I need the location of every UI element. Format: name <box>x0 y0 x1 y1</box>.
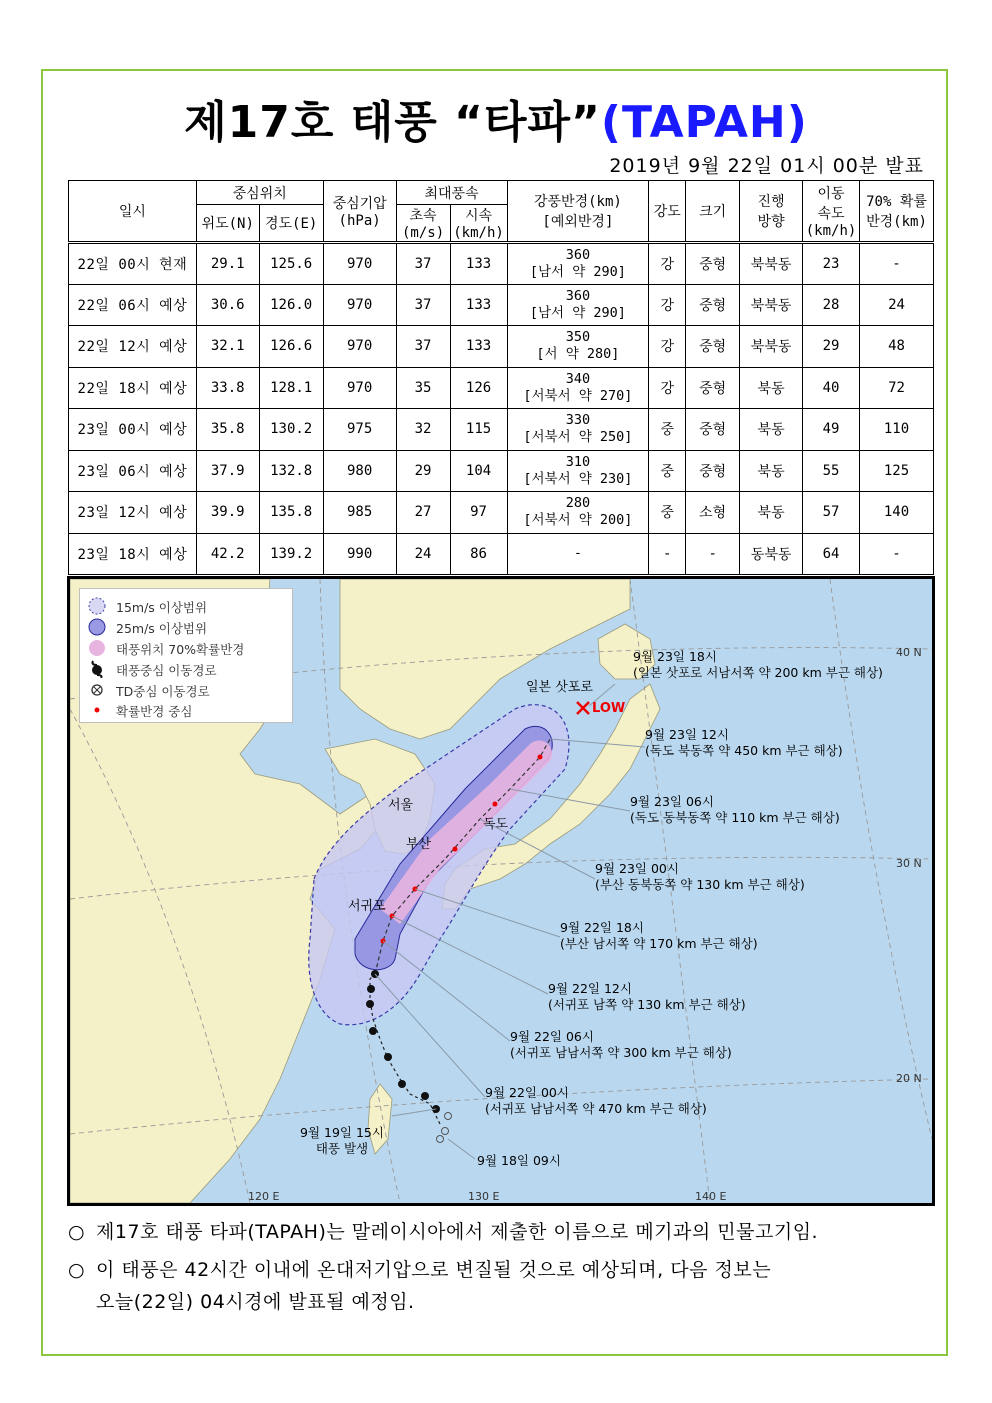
lon-label: 120 E <box>248 1190 280 1203</box>
lat-label: 30 N <box>896 857 922 870</box>
track-annotation: 9월 23일 06시 (독도 동북동쪽 약 110 km 부근 해상) <box>630 794 840 825</box>
map-legend <box>79 588 293 723</box>
track-annotation: 9월 23일 12시 (독도 북동쪽 약 450 km 부근 해상) <box>645 727 843 758</box>
header-size: 크기 <box>686 181 740 243</box>
page-title: 제17호 태풍 “타파”(TAPAH) <box>184 97 808 148</box>
track-annotation: 9월 23일 00시 (부산 동북동쪽 약 130 km 부근 해상) <box>595 861 805 892</box>
legend-item: 태풍위치 70%확률반경 <box>88 639 244 659</box>
lon-label: 130 E <box>468 1190 500 1203</box>
track-annotation: 9월 22일 12시 (서귀포 남쪽 약 130 km 부근 해상) <box>548 981 746 1012</box>
header-max-wind: 최대풍속 <box>396 181 507 205</box>
city-dokdo: 독도 <box>483 817 509 832</box>
lat-label: 20 N <box>896 1072 922 1085</box>
header-prob: 70% 확률 반경(km) <box>860 181 934 243</box>
issue-datetime: 2019년 9월 22일 01시 00분 발표 <box>609 155 924 177</box>
lon-label: 140 E <box>695 1190 727 1203</box>
dark-circle-icon <box>88 619 110 637</box>
legend-item: 확률반경 중심 <box>88 701 192 721</box>
header-lat: 위도(N) <box>196 205 259 243</box>
note-3: 오늘(22일) 04시경에 발표될 예정임. <box>96 1291 415 1313</box>
light-circle-icon <box>88 598 110 616</box>
track-annotation: 9월 22일 06시 (서귀포 남남서쪽 약 300 km 부근 해상) <box>510 1029 732 1060</box>
city-seoul: 서울 <box>388 798 414 813</box>
header-direction: 진행 방향 <box>740 181 803 243</box>
legend-item: TD중심 이동경로 <box>88 681 210 701</box>
typhoon-info-table <box>68 180 934 575</box>
header-strength: 강도 <box>649 181 686 243</box>
table-row: 22일 12시 예상 32.1 126.6 970 37 133 350 [서 약 280] 강 중형 북북동 29 48 <box>69 326 934 368</box>
pink-circle-icon <box>88 640 110 658</box>
track-annotation: 9월 22일 00시 (서귀포 남남서쪽 약 470 km 부근 해상) <box>485 1085 707 1116</box>
note-2: ○ 이 태풍은 42시간 이내에 온대저기압으로 변질될 것으로 예상되며, 다음 정보는 <box>68 1259 772 1281</box>
city-seogwipo: 서귀포 <box>348 899 386 914</box>
header-kmh: 시속 (km/h) <box>450 205 507 243</box>
header-center-pos: 중심위치 <box>196 181 323 205</box>
genesis-annotation: 9월 19일 15시 태풍 발생 <box>300 1125 384 1156</box>
city-busan: 부산 <box>406 837 432 852</box>
start-annotation: 9월 18일 09시 <box>477 1153 561 1168</box>
track-annotation: 9월 23일 18시 (일본 삿포로 서남서쪽 약 200 km 부근 해상) <box>633 649 883 680</box>
table-row: 23일 06시 예상 37.9 132.8 980 29 104 310 [서북서 약 230] 중 중형 북동 55 125 <box>69 450 934 492</box>
table-row: 22일 18시 예상 33.8 128.1 970 35 126 340 [서북서 약 270] 강 중형 북동 40 72 <box>69 367 934 409</box>
legend-item: 태풍중심 이동경로 <box>88 660 217 680</box>
note-1: ○ 제17호 태풍 타파(TAPAH)는 말레이시아에서 제출한 이름으로 메기과의 민물고기임. <box>68 1221 819 1243</box>
track-annotation: 9월 22일 18시 (부산 남서쪽 약 170 km 부근 해상) <box>560 920 758 951</box>
header-ms: 초속 (m/s) <box>396 205 450 243</box>
header-time: 일시 <box>69 181 197 243</box>
typhoon-track-map <box>67 576 935 1206</box>
lat-label: 40 N <box>896 646 922 659</box>
td-symbol-icon <box>88 682 110 700</box>
table-row: 23일 00시 예상 35.8 130.2 975 32 115 330 [서북서 약 250] 중 중형 북동 49 110 <box>69 409 934 451</box>
table-row: 22일 06시 예상 30.6 126.0 970 37 133 360 [남서 약 290] 강 중형 북북동 28 24 <box>69 284 934 326</box>
header-pressure: 중심기압 (hPa) <box>323 181 396 243</box>
legend-item: 15m/s 이상범위 <box>88 597 207 617</box>
header-lon: 경도(E) <box>259 205 323 243</box>
table-row: 23일 18시 예상 42.2 139.2 990 24 86 - - - 동북동 64 - <box>69 533 934 575</box>
table-row: 22일 00시 현재 29.1 125.6 970 37 133 360 [남서 약 290] 강 중형 북북동 23 - <box>69 243 934 285</box>
low-label: LOW <box>592 701 626 716</box>
city-sapporo: 일본 삿포로 <box>526 680 593 695</box>
table-row: 23일 12시 예상 39.9 135.8 985 27 97 280 [서북서 약 200] 중 소형 북동 57 140 <box>69 492 934 534</box>
typhoon-symbol-icon <box>88 661 110 679</box>
header-radius: 강풍반경(km) [예외반경] <box>507 181 649 243</box>
legend-item: 25m/s 이상범위 <box>88 618 207 638</box>
header-speed: 이동 속도 (km/h) <box>803 181 860 243</box>
red-dot-icon <box>88 702 110 720</box>
